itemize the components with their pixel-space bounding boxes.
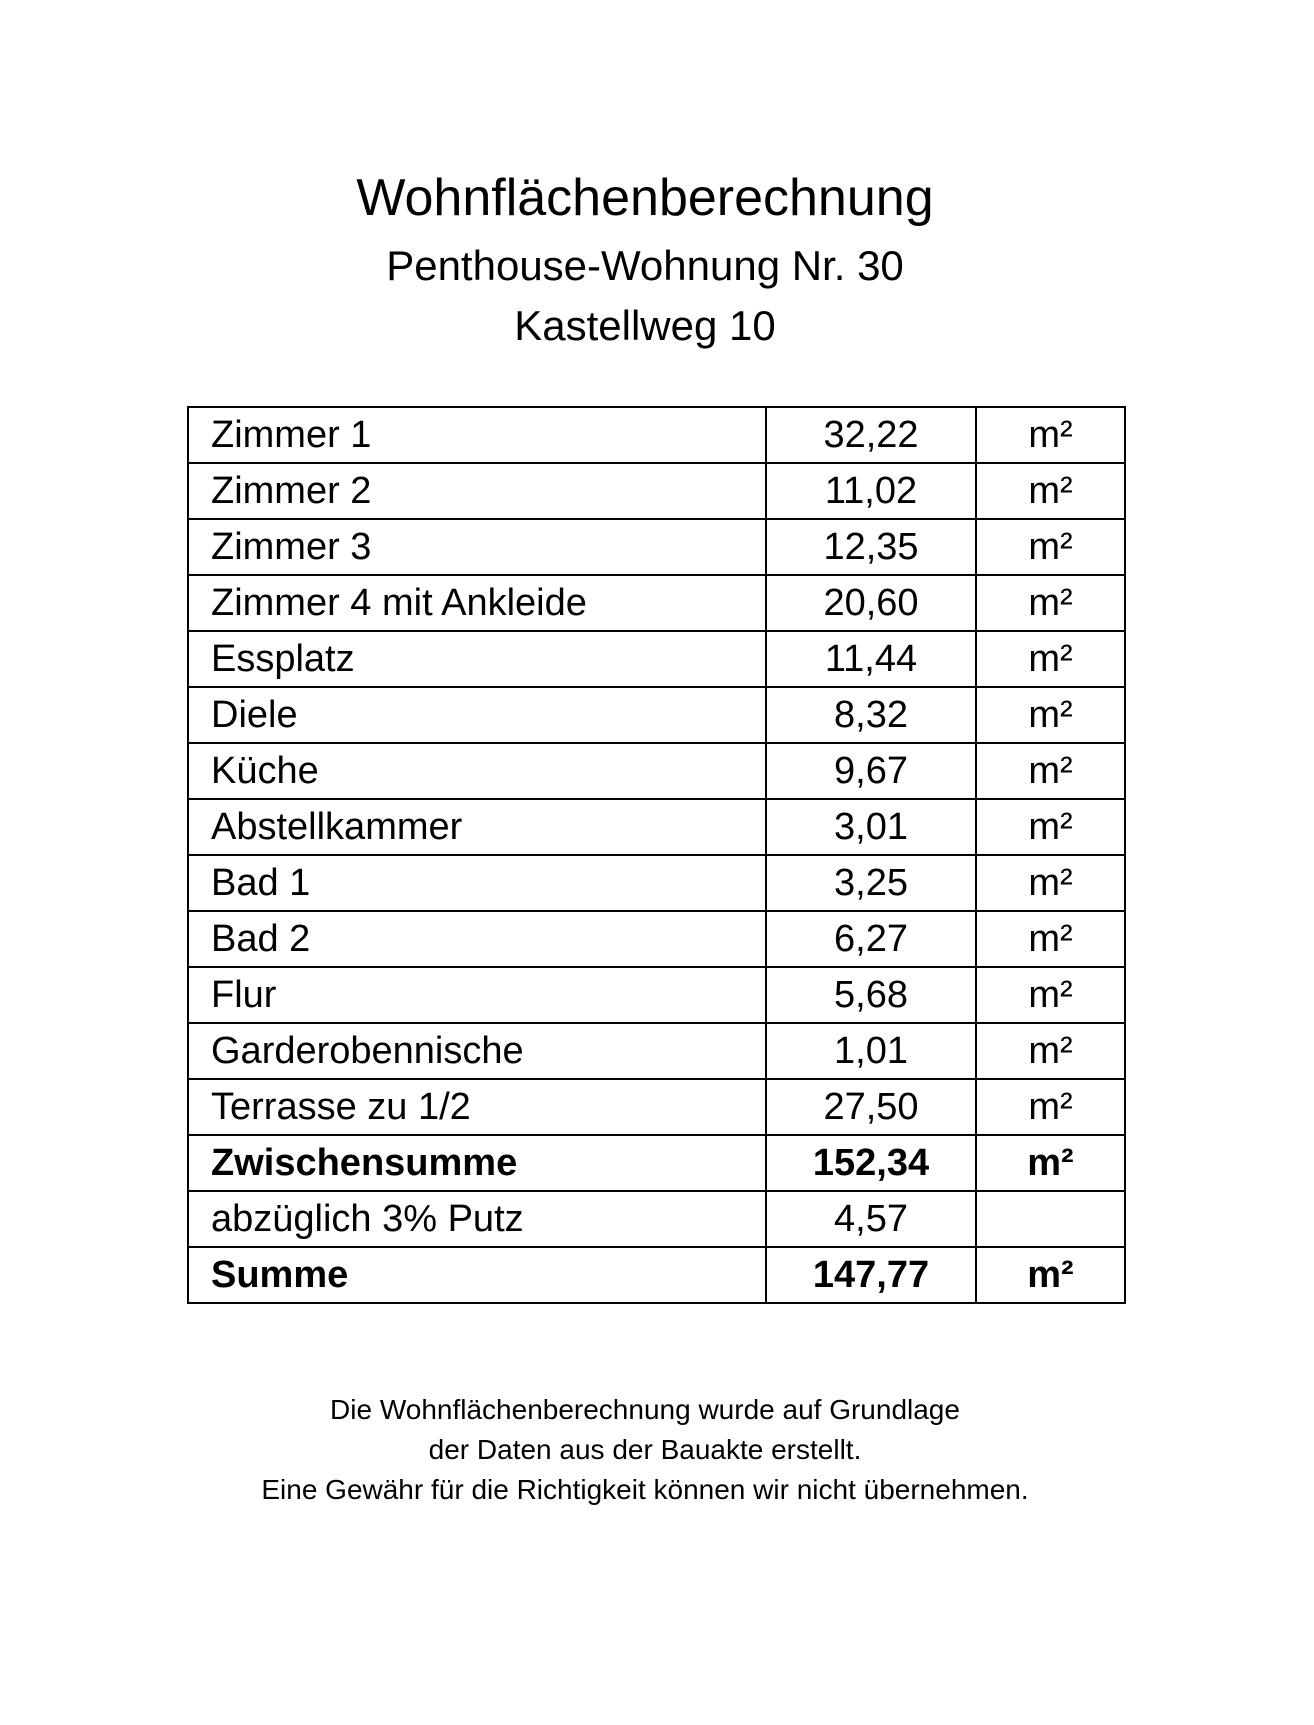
table-row <box>188 519 1125 575</box>
room-name-cell: Zimmer 1 <box>188 407 766 463</box>
area-value-cell: 147,77 <box>766 1247 976 1303</box>
table-row <box>188 1023 1125 1079</box>
table-row <box>188 855 1125 911</box>
room-name-cell: Flur <box>188 967 766 1023</box>
unit-cell: m² <box>976 1023 1125 1079</box>
room-name-cell: Zimmer 4 mit Ankleide <box>188 575 766 631</box>
table-row <box>188 911 1125 967</box>
table-row <box>188 1191 1125 1247</box>
area-value-cell: 3,01 <box>766 799 976 855</box>
unit-cell: m² <box>976 519 1125 575</box>
disclaimer-line-2: der Daten aus der Bauakte erstellt. <box>428 1434 862 1465</box>
room-name-cell: abzüglich 3% Putz <box>188 1191 766 1247</box>
area-value-cell: 8,32 <box>766 687 976 743</box>
unit-cell: m² <box>976 1079 1125 1135</box>
unit-cell: m² <box>976 855 1125 911</box>
table-row <box>188 463 1125 519</box>
area-value-cell: 1,01 <box>766 1023 976 1079</box>
table-row <box>188 1135 1125 1191</box>
room-name-cell: Summe <box>188 1247 766 1303</box>
area-table <box>187 406 1126 1304</box>
disclaimer-line-1: Die Wohnflächenberechnung wurde auf Grundlage <box>330 1394 960 1425</box>
table-row <box>188 743 1125 799</box>
area-value-cell: 11,44 <box>766 631 976 687</box>
unit-cell: m² <box>976 463 1125 519</box>
area-value-cell: 12,35 <box>766 519 976 575</box>
area-value-cell: 152,34 <box>766 1135 976 1191</box>
room-name-cell: Garderobennische <box>188 1023 766 1079</box>
disclaimer-line-3: Eine Gewähr für die Richtigkeit können wir nicht übernehmen. <box>261 1474 1029 1505</box>
room-name-cell: Terrasse zu 1/2 <box>188 1079 766 1135</box>
unit-cell: m² <box>976 967 1125 1023</box>
apartment-subtitle: Penthouse-Wohnung Nr. 30 <box>386 242 904 289</box>
table-row <box>188 1079 1125 1135</box>
document-header <box>0 160 1290 356</box>
room-name-cell: Essplatz <box>188 631 766 687</box>
area-value-cell: 4,57 <box>766 1191 976 1247</box>
unit-cell: m² <box>976 575 1125 631</box>
area-value-cell: 11,02 <box>766 463 976 519</box>
unit-cell <box>976 1191 1125 1247</box>
room-name-cell: Bad 2 <box>188 911 766 967</box>
area-value-cell: 20,60 <box>766 575 976 631</box>
table-row <box>188 687 1125 743</box>
table-row <box>188 967 1125 1023</box>
table-row <box>188 407 1125 463</box>
area-value-cell: 27,50 <box>766 1079 976 1135</box>
area-value-cell: 9,67 <box>766 743 976 799</box>
room-name-cell: Zimmer 3 <box>188 519 766 575</box>
room-name-cell: Zwischensumme <box>188 1135 766 1191</box>
unit-cell: m² <box>976 799 1125 855</box>
unit-cell: m² <box>976 687 1125 743</box>
unit-cell: m² <box>976 631 1125 687</box>
unit-cell: m² <box>976 1247 1125 1303</box>
room-name-cell: Zimmer 2 <box>188 463 766 519</box>
room-name-cell: Diele <box>188 687 766 743</box>
table-row <box>188 631 1125 687</box>
unit-cell: m² <box>976 911 1125 967</box>
area-value-cell: 32,22 <box>766 407 976 463</box>
document-title: Wohnflächenberechnung <box>356 169 934 227</box>
area-value-cell: 3,25 <box>766 855 976 911</box>
unit-cell: m² <box>976 407 1125 463</box>
area-value-cell: 6,27 <box>766 911 976 967</box>
area-table-body <box>188 407 1125 1303</box>
table-row <box>188 799 1125 855</box>
room-name-cell: Bad 1 <box>188 855 766 911</box>
room-name-cell: Abstellkammer <box>188 799 766 855</box>
area-value-cell: 5,68 <box>766 967 976 1023</box>
room-name-cell: Küche <box>188 743 766 799</box>
table-row <box>188 1247 1125 1303</box>
table-row <box>188 575 1125 631</box>
unit-cell: m² <box>976 743 1125 799</box>
disclaimer-footer <box>0 1390 1290 1510</box>
unit-cell: m² <box>976 1135 1125 1191</box>
address-subtitle: Kastellweg 10 <box>514 302 776 349</box>
